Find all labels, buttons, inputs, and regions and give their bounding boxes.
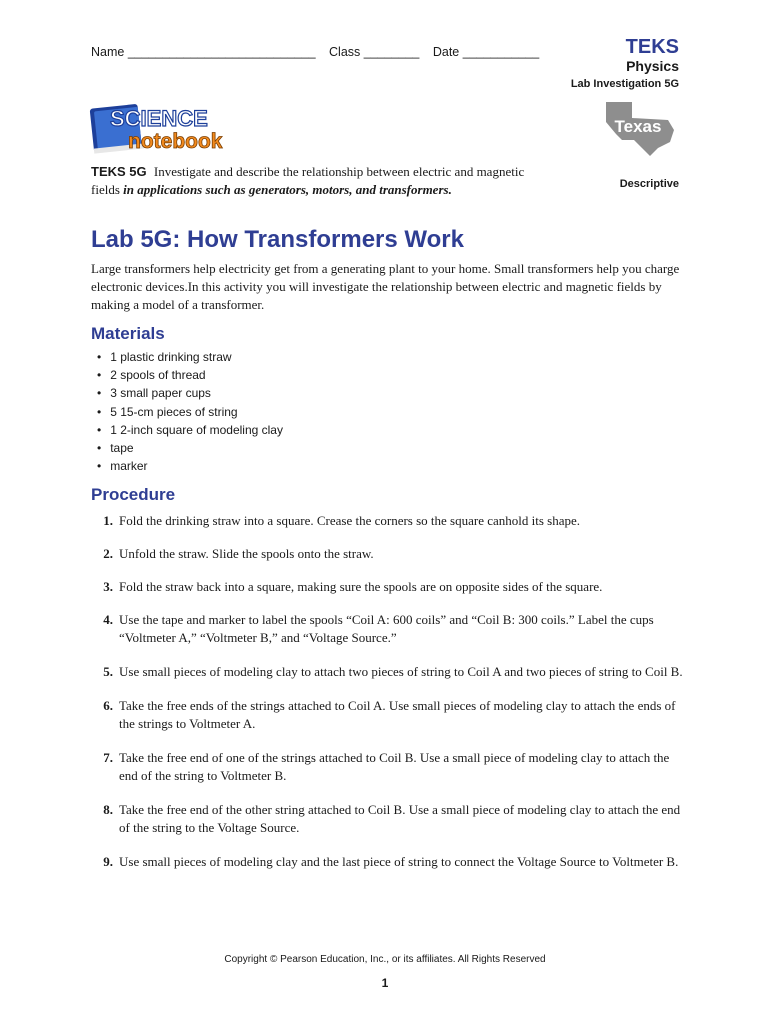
step-text: Use small pieces of modeling clay to attach two pieces of string to Coil A and two pieces of string to Coil B. [119,664,683,679]
date-field[interactable]: Date ___________ [432,45,540,59]
science-notebook-logo [88,92,248,158]
teks-block [571,36,679,92]
procedure-step [91,545,691,563]
procedure-step [91,663,691,681]
standard-emphasis: in applications such as generators, motors, and transformers. [123,182,452,197]
procedure-step [91,749,691,785]
standard-code: TEKS 5G [91,164,147,179]
lab-title: Lab 5G: How Transformers Work [91,226,464,253]
materials-item: • marker [97,457,283,475]
materials-item: • tape [97,439,283,457]
procedure-step [91,512,691,530]
materials-item: • 5 15-cm pieces of string [97,403,283,421]
procedure-step [91,578,691,596]
name-field[interactable]: Name ___________________________ [91,45,316,59]
step-number: 9. [103,854,113,869]
step-text: Use the tape and marker to label the spools “Coil A: 600 coils” and “Coil B: 300 coils.” Label the cups “Voltmeter A,” “Voltmeter B,” and “Voltage Source.” [119,612,654,645]
materials-item: • 2 spools of thread [97,366,283,384]
step-text: Use small pieces of modeling clay and the last piece of string to connect the Voltage Source to Voltmeter B. [119,854,679,869]
logo-line-2: notebook [128,130,223,153]
step-number: 5. [103,664,113,679]
class-field[interactable]: Class ________ [329,45,420,59]
category-label: Descriptive [619,178,679,190]
step-text: Fold the straw back into a square, making sure the spools are on opposite sides of the square. [119,579,603,594]
step-text: Take the free end of the other string attached to Coil B. Use a small piece of modeling clay to attach the end of the string to the Voltage Source. [119,802,681,835]
materials-item: • 3 small paper cups [97,384,283,402]
page-number: 1 [381,976,389,990]
step-text: Fold the drinking straw into a square. Crease the corners so the square canhold its shape. [119,513,581,528]
step-number: 6. [103,698,113,713]
materials-list [97,348,283,475]
step-number: 3. [103,579,113,594]
texas-badge [598,100,678,158]
step-number: 2. [103,546,113,561]
materials-heading: Materials [91,324,165,343]
procedure-list [91,512,691,871]
step-text: Take the free ends of the strings attached to Coil A. Use small pieces of modeling clay to attach the ends of the strings to Voltmeter A. [119,698,676,731]
teks-subject: Physics [626,58,679,74]
step-number: 8. [103,802,113,817]
procedure-step [91,697,691,733]
procedure-step [91,801,691,837]
step-number: 1. [103,513,113,528]
procedure-step [91,853,691,871]
header-fields [91,45,549,59]
materials-item: • 1 2-inch square of modeling clay [97,421,283,439]
procedure-heading: Procedure [91,485,176,504]
copyright-notice: Copyright © Pearson Education, Inc., or its affiliates. All Rights Reserved [224,954,546,965]
standard-description [91,163,551,199]
procedure-step [91,611,691,647]
teks-title: TEKS [625,36,679,58]
materials-item: • 1 plastic drinking straw [97,348,283,366]
step-text: Unfold the straw. Slide the spools onto the straw. [119,546,374,561]
standard-text: Investigate and describe the relationship between electric and magnetic fields [91,164,525,197]
intro-paragraph: Large transformers help electricity get from a generating plant to your home. Small transformers help you charge electronic devices.In this activity you will investigate the relationship between electric and magnetic fields by making a model of a transformer. [91,261,680,312]
step-text: Take the free end of one of the strings attached to Coil B. Use a small piece of modeling clay to attach the end of the string to Voltmeter B. [119,750,670,783]
logo-line-1: SCIENCE [110,106,208,131]
step-number: 4. [103,612,113,627]
step-number: 7. [103,750,113,765]
texas-badge-label: Texas [614,117,662,136]
teks-lab-label: Lab Investigation 5G [570,78,679,90]
